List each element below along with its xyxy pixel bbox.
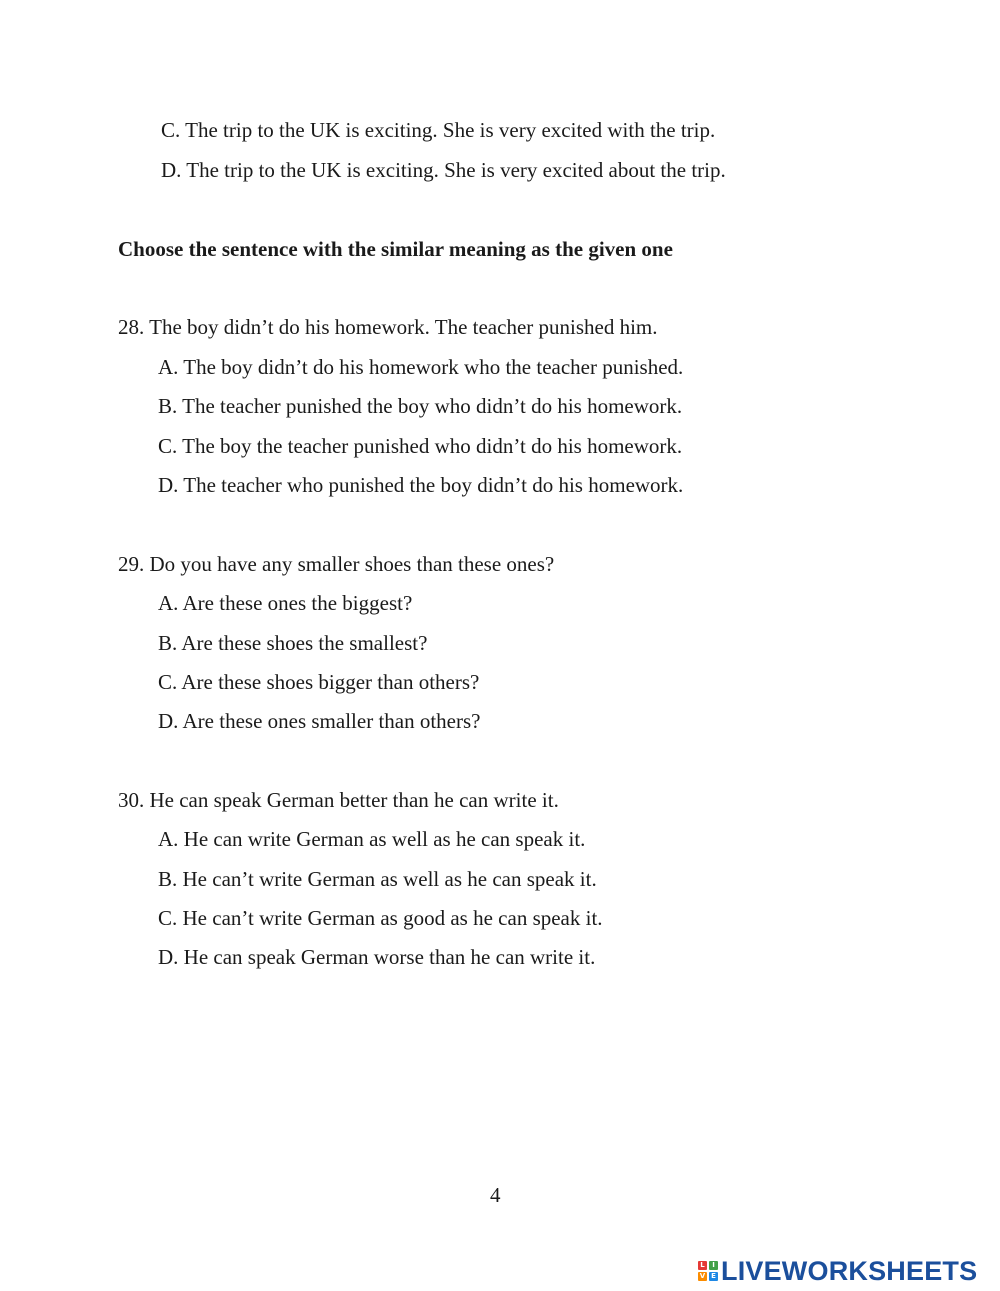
question-28-option-c[interactable]: C. The boy the teacher punished who didn’t do his homework. [158, 434, 683, 458]
brand-mark-block: I [709, 1261, 718, 1270]
brand-name: LIVEWORKSHEETS [721, 1256, 978, 1286]
question-29-option-c[interactable]: C. Are these shoes bigger than others? [158, 670, 480, 694]
question-30-option-d[interactable]: D. He can speak German worse than he can write it. [158, 945, 596, 969]
question-30-option-c[interactable]: C. He can’t write German as good as he can speak it. [158, 906, 603, 930]
prev-option-c: C. The trip to the UK is exciting. She is very excited with the trip. [161, 118, 716, 142]
question-29-option-d[interactable]: D. Are these ones smaller than others? [158, 709, 481, 733]
brand-mark-block: V [699, 1272, 706, 1280]
question-29-option-b[interactable]: B. Are these shoes the smallest? [158, 631, 428, 655]
prev-option-d: D. The trip to the UK is exciting. She is very excited about the trip. [161, 158, 726, 182]
question-30-option-b[interactable]: B. He can’t write German as well as he can speak it. [158, 867, 597, 891]
question-29-option-a[interactable]: A. Are these ones the biggest? [158, 591, 413, 615]
page-number: 4 [490, 1183, 501, 1207]
question-28-option-a[interactable]: A. The boy didn’t do his homework who the teacher punished. [158, 355, 684, 379]
liveworksheets-logo[interactable] [698, 1255, 977, 1287]
question-30-stem: 30. He can speak German better than he can write it. [118, 788, 559, 812]
brand-mark-block: L [698, 1261, 707, 1270]
question-28-stem: 28. The boy didn’t do his homework. The teacher punished him. [118, 315, 658, 339]
question-29-stem: 29. Do you have any smaller shoes than these ones? [118, 552, 555, 576]
brand-mark-icon [698, 1261, 718, 1281]
question-28-option-b[interactable]: B. The teacher punished the boy who didn’t do his homework. [158, 394, 683, 418]
question-28-option-d[interactable]: D. The teacher who punished the boy didn’t do his homework. [158, 473, 684, 497]
brand-mark-block: E [709, 1272, 718, 1281]
question-30-option-a[interactable]: A. He can write German as well as he can speak it. [158, 827, 586, 851]
section-heading: Choose the sentence with the similar meaning as the given one [118, 237, 673, 261]
